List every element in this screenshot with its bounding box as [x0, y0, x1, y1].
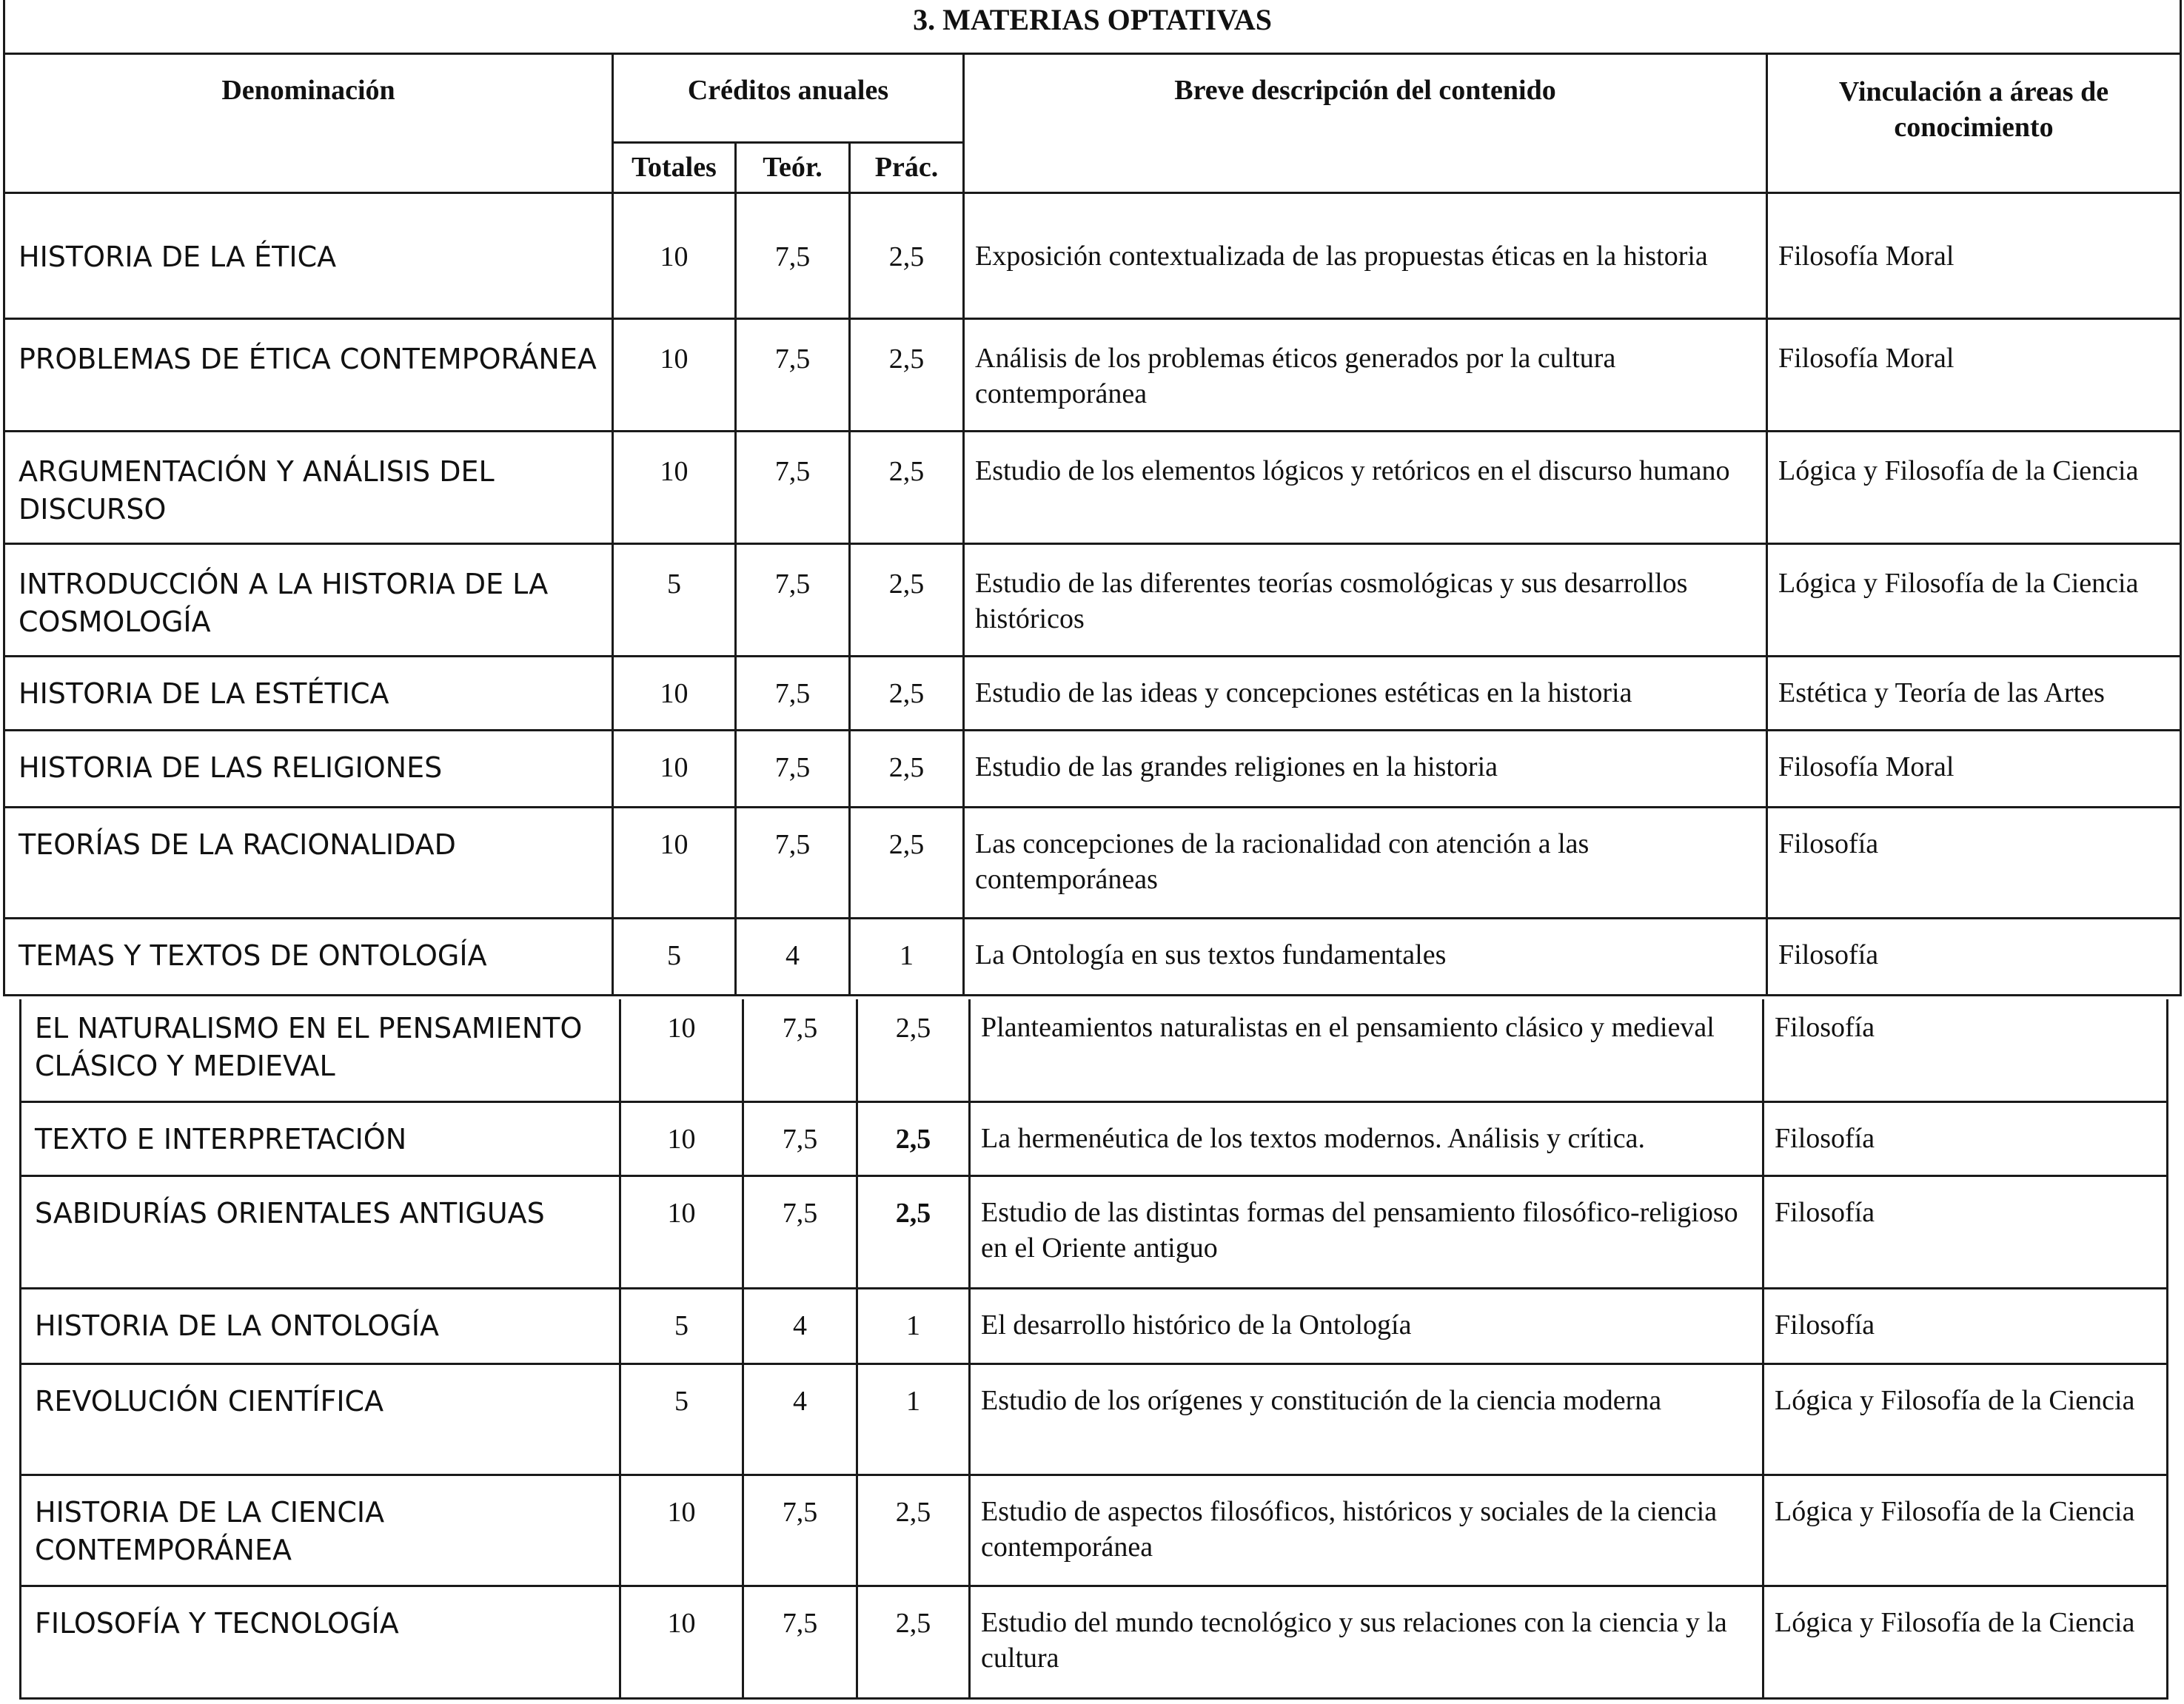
row-area: Filosofía: [1767, 918, 2181, 995]
row-teor: 7,5: [736, 318, 850, 431]
row-area: Filosofía Moral: [1767, 318, 2181, 431]
row-totales: 10: [620, 1175, 743, 1288]
table-row: [4, 656, 2181, 730]
row-totales: 5: [613, 918, 736, 995]
row-name: HISTORIA DE LA ESTÉTICA: [4, 656, 613, 730]
row-name: TEMAS Y TEXTOS DE ONTOLOGÍA: [4, 918, 613, 995]
row-teor: 7,5: [743, 1586, 857, 1698]
row-teor: 4: [736, 918, 850, 995]
table-row: [4, 918, 2181, 995]
table-row: [21, 1363, 2168, 1475]
row-teor: 7,5: [736, 431, 850, 543]
row-area: Filosofía: [1767, 807, 2181, 918]
row-description: Estudio de los elementos lógicos y retóricos en el discurso humano: [964, 431, 1767, 543]
row-prac: 2,5: [850, 656, 964, 730]
row-teor: 7,5: [736, 656, 850, 730]
row-prac: 2,5: [850, 543, 964, 656]
row-name: HISTORIA DE LA ONTOLOGÍA: [21, 1288, 620, 1363]
table-row: [4, 192, 2181, 318]
row-description: El desarrollo histórico de la Ontología: [970, 1288, 1763, 1363]
row-name: EL NATURALISMO EN EL PENSAMIENTO CLÁSICO Y MEDIEVAL: [21, 999, 620, 1101]
row-description: Las concepciones de la racionalidad con atención a las contemporáneas: [964, 807, 1767, 918]
row-teor: 7,5: [736, 730, 850, 807]
table-row: [21, 1475, 2168, 1586]
table-row: [21, 1288, 2168, 1363]
row-description: La Ontología en sus textos fundamentales: [964, 918, 1767, 995]
row-teor: 7,5: [743, 1101, 857, 1175]
row-area: Lógica y Filosofía de la Ciencia: [1767, 543, 2181, 656]
row-description: La hermenéutica de los textos modernos. Análisis y crítica.: [970, 1101, 1763, 1175]
row-totales: 10: [620, 1101, 743, 1175]
row-name: TEORÍAS DE LA RACIONALIDAD: [4, 807, 613, 918]
row-teor: 7,5: [743, 1475, 857, 1586]
row-area: Lógica y Filosofía de la Ciencia: [1767, 431, 2181, 543]
row-totales: 10: [613, 730, 736, 807]
table-row: [4, 318, 2181, 431]
row-prac: 2,5: [850, 730, 964, 807]
row-teor: 7,5: [743, 1175, 857, 1288]
row-area: Filosofía: [1763, 1288, 2168, 1363]
row-description: Estudio de las diferentes teorías cosmológicas y sus desarrollos históricos: [964, 543, 1767, 656]
row-description: Análisis de los problemas éticos generados por la cultura contemporánea: [964, 318, 1767, 431]
table-row: [4, 543, 2181, 656]
row-totales: 5: [620, 1363, 743, 1475]
row-description: Estudio de los orígenes y constitución de la ciencia moderna: [970, 1363, 1763, 1475]
header-denominacion: Denominación: [4, 53, 613, 192]
table-row: [21, 999, 2168, 1101]
row-totales: 10: [613, 192, 736, 318]
row-description: Planteamientos naturalistas en el pensamiento clásico y medieval: [970, 999, 1763, 1101]
row-totales: 10: [620, 1475, 743, 1586]
row-teor: 7,5: [736, 192, 850, 318]
row-name: REVOLUCIÓN CIENTÍFICA: [21, 1363, 620, 1475]
row-name: TEXTO E INTERPRETACIÓN: [21, 1101, 620, 1175]
row-name: ARGUMENTACIÓN Y ANÁLISIS DEL DISCURSO: [4, 431, 613, 543]
row-prac: 2,5: [850, 192, 964, 318]
row-totales: 10: [613, 807, 736, 918]
row-area: Estética y Teoría de las Artes: [1767, 656, 2181, 730]
row-prac: 2,5: [857, 1475, 970, 1586]
row-teor: 7,5: [736, 807, 850, 918]
row-name: PROBLEMAS DE ÉTICA CONTEMPORÁNEA: [4, 318, 613, 431]
row-area: Filosofía: [1763, 1175, 2168, 1288]
table-row: [21, 1586, 2168, 1698]
optativas-table-bottom: [19, 999, 2168, 1700]
row-area: Filosofía Moral: [1767, 192, 2181, 318]
row-prac: 2,5: [850, 431, 964, 543]
row-teor: 7,5: [736, 543, 850, 656]
row-teor: 7,5: [743, 999, 857, 1101]
row-area: Filosofía Moral: [1767, 730, 2181, 807]
row-prac: 2,5: [857, 1175, 970, 1288]
row-description: Exposición contextualizada de las propuestas éticas en la historia: [964, 192, 1767, 318]
row-area: Filosofía: [1763, 999, 2168, 1101]
row-prac: 2,5: [850, 807, 964, 918]
row-description: Estudio de las distintas formas del pensamiento filosófico-religioso en el Oriente antiguo: [970, 1175, 1763, 1288]
row-area: Lógica y Filosofía de la Ciencia: [1763, 1475, 2168, 1586]
row-description: Estudio del mundo tecnológico y sus relaciones con la ciencia y la cultura: [970, 1586, 1763, 1698]
header-teor: Teór.: [736, 142, 850, 192]
row-totales: 5: [620, 1288, 743, 1363]
header-vinculacion: Vinculación a áreas de conocimiento: [1767, 53, 2181, 192]
row-totales: 10: [613, 431, 736, 543]
header-creditos: Créditos anuales: [613, 53, 964, 142]
row-prac: 1: [857, 1288, 970, 1363]
row-description: Estudio de las ideas y concepciones estéticas en la historia: [964, 656, 1767, 730]
row-totales: 10: [620, 1586, 743, 1698]
row-name: HISTORIA DE LA CIENCIA CONTEMPORÁNEA: [21, 1475, 620, 1586]
row-totales: 10: [613, 656, 736, 730]
row-totales: 10: [613, 318, 736, 431]
row-name: HISTORIA DE LA ÉTICA: [4, 192, 613, 318]
row-prac: 2,5: [857, 999, 970, 1101]
row-prac: 1: [850, 918, 964, 995]
row-teor: 4: [743, 1288, 857, 1363]
row-prac: 2,5: [857, 1101, 970, 1175]
row-totales: 10: [620, 999, 743, 1101]
row-area: Lógica y Filosofía de la Ciencia: [1763, 1363, 2168, 1475]
row-teor: 4: [743, 1363, 857, 1475]
row-name: HISTORIA DE LAS RELIGIONES: [4, 730, 613, 807]
row-prac: 2,5: [850, 318, 964, 431]
header-totales: Totales: [613, 142, 736, 192]
table-row: [21, 1101, 2168, 1175]
table-row: [21, 1175, 2168, 1288]
table-row: [4, 730, 2181, 807]
row-description: Estudio de las grandes religiones en la historia: [964, 730, 1767, 807]
section-title: 3. MATERIAS OPTATIVAS: [4, 0, 2181, 53]
header-prac: Prác.: [850, 142, 964, 192]
row-area: Lógica y Filosofía de la Ciencia: [1763, 1586, 2168, 1698]
row-prac: 1: [857, 1363, 970, 1475]
table-row: [4, 807, 2181, 918]
row-name: FILOSOFÍA Y TECNOLOGÍA: [21, 1586, 620, 1698]
row-totales: 5: [613, 543, 736, 656]
row-description: Estudio de aspectos filosóficos, históricos y sociales de la ciencia contemporánea: [970, 1475, 1763, 1586]
table-row: [4, 431, 2181, 543]
row-name: SABIDURÍAS ORIENTALES ANTIGUAS: [21, 1175, 620, 1288]
header-descripcion: Breve descripción del contenido: [964, 53, 1767, 192]
row-name: INTRODUCCIÓN A LA HISTORIA DE LA COSMOLOGÍA: [4, 543, 613, 656]
optativas-table-top: [3, 0, 2182, 996]
row-prac: 2,5: [857, 1586, 970, 1698]
row-area: Filosofía: [1763, 1101, 2168, 1175]
